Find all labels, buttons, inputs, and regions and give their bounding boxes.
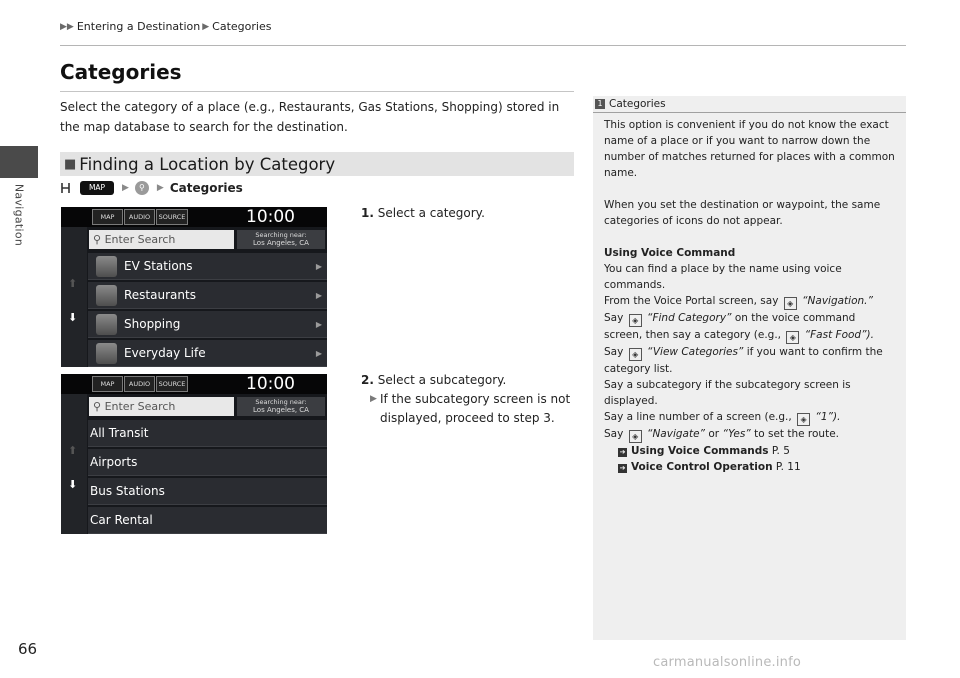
path-arrow-icon: ▶ — [156, 183, 164, 193]
chevron-right-icon: ▶ — [315, 349, 322, 358]
screen-search-placeholder: Enter Search — [104, 233, 176, 246]
chapter-label-text: Navigation — [12, 183, 26, 247]
chevron-right-icon: ▶ — [315, 291, 322, 300]
screen-source-button[interactable]: SOURCE — [156, 209, 188, 225]
step-2 — [361, 371, 506, 390]
voice-instruction-5 — [604, 409, 896, 426]
text: Say — [604, 346, 624, 358]
xref-label: Voice Control Operation — [631, 461, 773, 473]
voice-phrase: “Fast Food”). — [804, 329, 874, 341]
sidebar-paragraph: When you set the destination or waypoint, the same categories of icons do not appear. — [604, 199, 881, 227]
screen-audio-button[interactable]: AUDIO — [124, 376, 155, 392]
note-arrow-icon: ▶ — [370, 394, 377, 404]
screen-categories — [61, 207, 327, 367]
talk-button-icon: ◈ — [629, 430, 642, 443]
talk-button-icon: ◈ — [629, 348, 642, 361]
voice-instruction-3 — [604, 344, 896, 377]
category-label: EV Stations — [124, 259, 193, 273]
text: or — [708, 428, 720, 440]
screen-clock: 10:00 — [246, 374, 295, 394]
sidebar-badge: 1 — [595, 99, 605, 109]
map-button-icon: MAP — [80, 181, 114, 195]
header-divider — [60, 45, 906, 46]
restaurant-icon — [96, 285, 117, 306]
category-label: Shopping — [124, 317, 181, 331]
screen-search-input[interactable]: ⚲ Enter Search — [89, 397, 234, 416]
screen-audio-button[interactable]: AUDIO — [124, 209, 155, 225]
subcategory-item-bus-stations[interactable] — [88, 478, 327, 505]
watermark: carmanualsonline.info — [653, 655, 802, 670]
scroll-down-icon[interactable]: ⬇ — [68, 478, 78, 491]
xref-label: Using Voice Commands — [631, 445, 769, 457]
text: Say a line number of a screen (e.g., — [604, 411, 792, 423]
category-label: Everyday Life — [124, 346, 206, 360]
chevron-right-icon: ▶ — [315, 262, 322, 271]
subcategory-item-car-rental[interactable] — [88, 507, 327, 534]
sidebar-body — [604, 117, 896, 475]
shopping-bag-icon — [96, 314, 117, 335]
screen-search-input[interactable]: ⚲ Enter Search — [89, 230, 234, 249]
everyday-life-icon — [96, 343, 117, 364]
search-icon: ⚲ — [135, 181, 149, 195]
ev-station-icon — [96, 256, 117, 277]
step-text: Select a category. — [377, 206, 485, 220]
subcategory-label: Car Rental — [90, 513, 153, 527]
screen-scroll-column[interactable] — [61, 227, 87, 367]
category-item-shopping[interactable] — [88, 311, 327, 338]
text: to set the route. — [754, 428, 840, 440]
text: on the voice command screen, then say a category (e.g., — [604, 312, 856, 341]
breadcrumb-arrow-icon: ▶ — [202, 21, 210, 32]
section-heading-text: Finding a Location by Category — [79, 154, 336, 174]
talk-button-icon: ◈ — [786, 331, 799, 344]
section-heading — [60, 152, 574, 176]
talk-button-icon: ◈ — [784, 297, 797, 310]
text: From the Voice Portal screen, say — [604, 295, 779, 307]
screen-source-button[interactable]: SOURCE — [156, 376, 188, 392]
breadcrumb-arrow-icon: ▶▶ — [60, 21, 74, 32]
text: if you want to confirm the category list. — [604, 346, 883, 375]
chevron-right-icon: ▶ — [315, 320, 322, 329]
breadcrumb — [60, 20, 271, 33]
category-item-everyday-life[interactable] — [88, 340, 327, 367]
step-2-note — [361, 390, 581, 428]
sidebar-heading — [593, 96, 906, 113]
screen-searching-near[interactable] — [237, 230, 325, 249]
voice-phrase: “1”). — [815, 411, 841, 423]
chapter-label — [0, 160, 38, 270]
scroll-down-icon[interactable]: ⬇ — [68, 311, 78, 324]
cross-reference-link[interactable] — [604, 459, 896, 475]
scroll-up-icon[interactable]: ⬆ — [68, 277, 78, 290]
screen-map-button[interactable]: MAP — [92, 209, 123, 225]
searching-near-value: Los Angeles, CA — [253, 239, 309, 247]
category-label: Restaurants — [124, 288, 196, 302]
voice-instruction-1 — [604, 293, 896, 310]
subcategory-label: All Transit — [90, 426, 149, 440]
voice-instruction-6 — [604, 426, 896, 443]
category-item-ev-stations[interactable] — [88, 253, 327, 280]
step-1 — [361, 204, 485, 223]
step-number: 2. — [361, 373, 374, 387]
searching-near-label: Searching near: — [255, 231, 307, 239]
voice-phrase: “Find Category” — [647, 312, 732, 324]
subcategory-item-all-transit[interactable] — [88, 420, 327, 447]
voice-phrase: “View Categories” — [647, 346, 744, 358]
sidebar-panel — [593, 96, 906, 640]
breadcrumb-item[interactable]: Categories — [212, 20, 272, 33]
text: Say — [604, 312, 624, 324]
voice-phrase: “Navigate” — [647, 428, 705, 440]
home-icon — [60, 181, 74, 195]
xref-page: P. 11 — [775, 461, 801, 473]
path-arrow-icon: ▶ — [122, 183, 129, 193]
screen-search-placeholder: Enter Search — [104, 400, 176, 413]
page-number: 66 — [18, 640, 38, 658]
page-title: Categories — [60, 60, 182, 84]
path-final: Categories — [169, 181, 243, 195]
voice-instruction-2 — [604, 310, 896, 344]
reference-arrow-icon: ➔ — [619, 464, 626, 472]
voice-command-heading: Using Voice Command — [604, 247, 736, 259]
sidebar-heading-text: Categories — [609, 98, 666, 110]
screen-clock: 10:00 — [246, 207, 295, 227]
xref-page: P. 5 — [771, 445, 790, 457]
breadcrumb-item[interactable]: Entering a Destination — [76, 20, 201, 33]
sidebar-paragraph: You can find a place by the name using voice commands. — [604, 263, 842, 291]
scroll-up-icon[interactable]: ⬆ — [68, 444, 78, 457]
subcategory-label: Bus Stations — [90, 484, 165, 498]
step-text: Select a subcategory. — [377, 373, 507, 387]
cross-reference-link[interactable] — [604, 443, 896, 459]
category-item-restaurants[interactable] — [88, 282, 327, 309]
talk-button-icon: ◈ — [797, 413, 810, 426]
step-number: 1. — [361, 206, 374, 220]
screen-searching-near[interactable] — [237, 397, 325, 416]
text: Say — [604, 428, 624, 440]
reference-arrow-icon: ➔ — [619, 448, 626, 456]
voice-phrase: “Navigation.” — [802, 295, 873, 307]
subcategory-item-airports[interactable] — [88, 449, 327, 476]
sidebar-paragraph: This option is convenient if you do not know the exact name of a place or if you want to narrow down the number of matches returned for places with a common name. — [604, 119, 895, 179]
title-divider — [60, 91, 574, 92]
section-square-icon: ■ — [64, 156, 77, 172]
screen-scroll-column[interactable] — [61, 394, 87, 534]
searching-near-label: Searching near: — [255, 398, 307, 406]
voice-phrase: “Yes” — [722, 428, 751, 440]
subcategory-label: Airports — [90, 455, 138, 469]
talk-button-icon: ◈ — [629, 314, 642, 327]
screen-subcategories — [61, 374, 327, 534]
operation-path — [60, 180, 243, 196]
voice-instruction-4: Say a subcategory if the subcategory screen is displayed. — [604, 379, 851, 407]
step-note-text: If the subcategory screen is not displayed, proceed to step 3. — [380, 392, 571, 425]
searching-near-value: Los Angeles, CA — [253, 406, 309, 414]
intro-paragraph: Select the category of a place (e.g., Restaurants, Gas Stations, Shopping) stored in the map database to search for the destination. — [60, 100, 560, 134]
screen-map-button[interactable]: MAP — [92, 376, 123, 392]
